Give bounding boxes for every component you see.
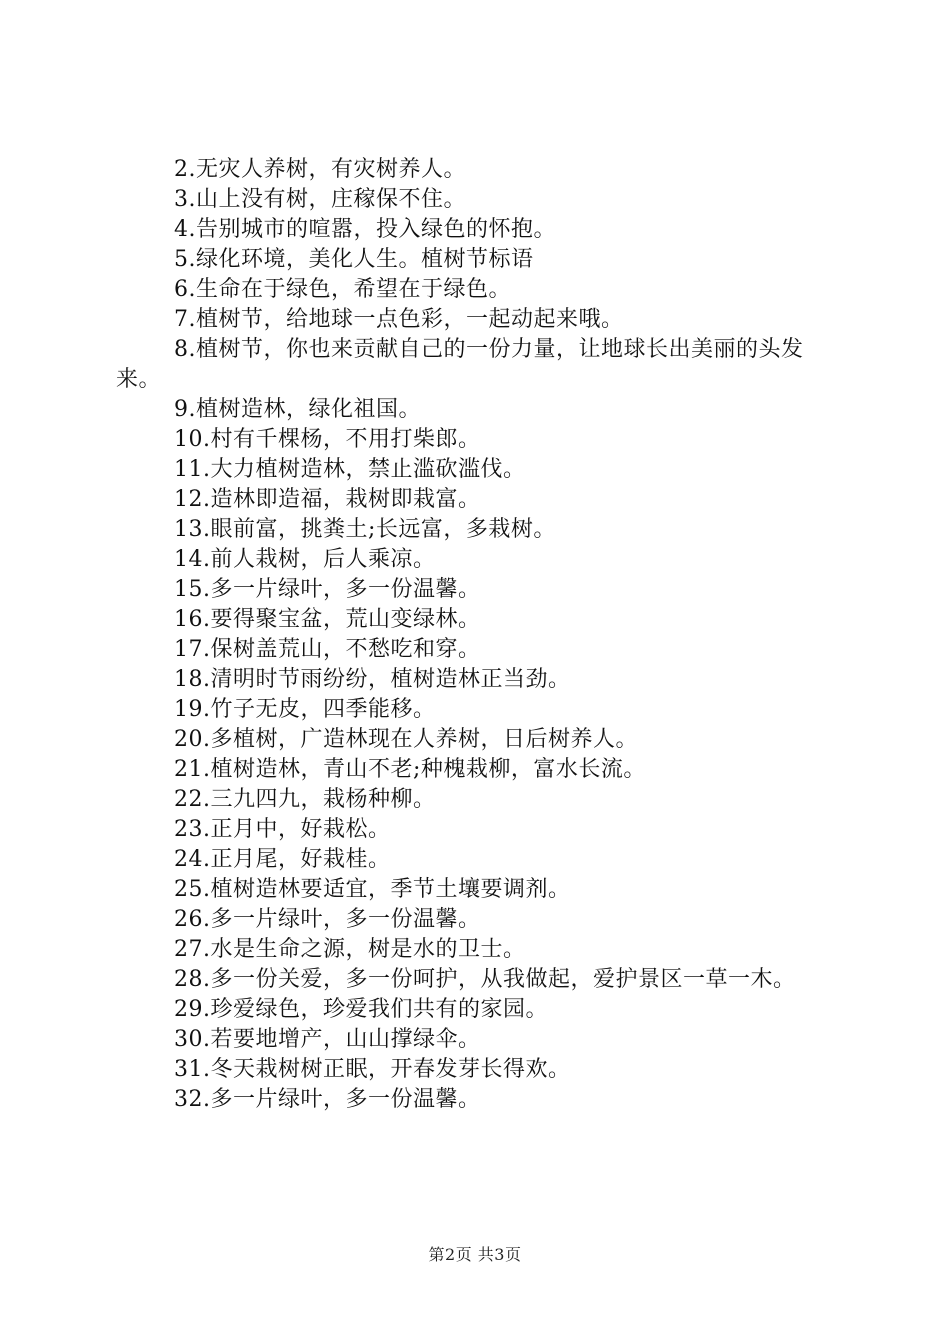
slogan-line: 8.植树节，你也来贡献自己的一份力量，让地球长出美丽的头发来。 [116, 337, 804, 392]
slogan-line: 13.眼前富，挑粪土;长远富，多栽树。 [174, 517, 556, 542]
slogan-line: 12.造林即造福，栽树即栽富。 [174, 487, 481, 512]
slogan-line: 28.多一份关爱，多一份呵护，从我做起，爱护景区一草一木。 [174, 967, 796, 992]
slogan-line: 24.正月尾，好栽桂。 [174, 847, 391, 872]
slogan-line: 2.无灾人养树，有灾树养人。 [174, 157, 466, 182]
slogan-line: 23.正月中，好栽松。 [174, 817, 391, 842]
slogan-line: 10.村有千棵杨，不用打柴郎。 [174, 427, 481, 452]
slogan-line: 32.多一片绿叶，多一份温馨。 [174, 1087, 481, 1112]
slogan-line: 30.若要地增产，山山撑绿伞。 [174, 1027, 481, 1052]
slogan-line: 25.植树造林要适宜，季节土壤要调剂。 [174, 877, 571, 902]
slogan-line: 18.清明时节雨纷纷，植树造林正当劲。 [174, 667, 571, 692]
slogan-line: 11.大力植树造林，禁止滥砍滥伐。 [174, 457, 526, 482]
slogan-line: 20.多植树，广造林现在人养树，日后树养人。 [174, 727, 638, 752]
slogan-line: 9.植树造林，绿化祖国。 [174, 397, 421, 422]
slogan-line: 27.水是生命之源，树是水的卫士。 [174, 937, 526, 962]
slogan-line: 14.前人栽树，后人乘凉。 [174, 547, 436, 572]
slogan-line: 3.山上没有树，庄稼保不住。 [174, 187, 466, 212]
slogan-line: 6.生命在于绿色，希望在于绿色。 [174, 277, 511, 302]
slogan-list [116, 155, 836, 1115]
slogan-line: 5.绿化环境，美化人生。植树节标语 [174, 247, 534, 272]
slogan-line: 17.保树盖荒山，不愁吃和穿。 [174, 637, 481, 662]
slogan-line: 19.竹子无皮，四季能移。 [174, 697, 436, 722]
slogan-line: 29.珍爱绿色，珍爱我们共有的家园。 [174, 997, 548, 1022]
slogan-line: 26.多一片绿叶，多一份温馨。 [174, 907, 481, 932]
page-footer: 第2页 共3页 [428, 1245, 522, 1264]
slogan-line: 31.冬天栽树树正眠，开春发芽长得欢。 [174, 1057, 571, 1082]
slogan-line: 22.三九四九，栽杨种柳。 [174, 787, 436, 812]
slogan-line: 15.多一片绿叶，多一份温馨。 [174, 577, 481, 602]
slogan-line: 16.要得聚宝盆，荒山变绿林。 [174, 607, 481, 632]
slogan-line: 7.植树节，给地球一点色彩，一起动起来哦。 [174, 307, 624, 332]
slogan-line: 4.告别城市的喧嚣，投入绿色的怀抱。 [174, 217, 556, 242]
slogan-line: 21.植树造林，青山不老;种槐栽柳，富水长流。 [174, 757, 646, 782]
